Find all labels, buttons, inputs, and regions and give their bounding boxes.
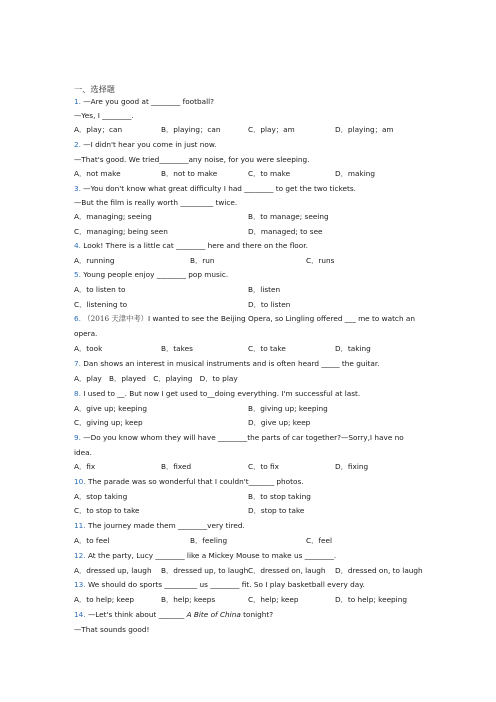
question-9 [74,433,404,443]
question-number: 11. [74,521,86,530]
question-stem: At the party, Lucy ________ like a Mickey Mouse to make us ________. [87,551,337,560]
question-3 [74,184,356,194]
question-stem: Young people enjoy ________ pop music. [83,270,229,279]
question-10 [74,477,304,487]
question-stem: The journey made them ________very tired. [87,521,245,530]
option-a: A．give up; keeping [74,404,147,413]
option-a: A．stop taking [74,492,128,501]
question-1 [74,97,214,107]
option-c: C．feel [306,536,332,545]
option-b: B．not to make [161,169,218,178]
option-c: C．play；am [248,125,295,134]
question-number: 5. [74,270,81,279]
question-number: 13. [74,580,86,589]
option-a: A．took [74,344,103,353]
question-reply: —But the film is really worth _________ twice. [74,198,238,207]
question-stem: Look! There is a little cat ________ here and there on the floor. [83,241,308,250]
option-b: B．help; keeps [161,595,216,604]
option-c: C．help; keep [248,595,299,604]
question-stem: —Let's think about _______ [87,610,187,619]
option-b: B．dressed up, to laugh [161,566,249,575]
option-d: D．to help; keeping [335,595,407,604]
option-b: B．feeling [190,536,228,545]
option-a: A．play；can [74,125,123,134]
question-number: 9. [74,433,81,442]
question-stem: I wanted to see the Beijing Opera, so Lingling offered ___ me to watch an [147,314,415,323]
question-stem: —You don't know what great difficulty I had ________ to get the two tickets. [83,184,356,193]
option-d: D．stop to take [248,506,305,515]
question-12 [74,551,336,561]
option-c: C．to stop to take [74,506,140,515]
option-d: D．taking [335,344,371,353]
option-d: D．give up; keep [248,418,311,427]
option-d: D．making [335,169,376,178]
option-a: A．dressed up, laugh [74,566,152,575]
question-2 [74,140,217,150]
option-d: D．to listen [248,300,291,309]
question-number: 14. [74,610,86,619]
question-stem: I used to __. But now I get used to__doing everything. I'm successful at last. [83,389,361,398]
question-stem-continued: idea. [74,448,92,457]
option-c: C．listening to [74,300,128,309]
option-a: A．fix [74,462,96,471]
question-stem-end: tonight? [240,610,274,619]
option-b: B．takes [161,344,193,353]
question-4 [74,241,308,251]
option-c: C．to make [248,169,291,178]
option-b: B．fixed [161,462,192,471]
option-a: A．to help; keep [74,595,135,604]
question-6 [74,314,415,324]
question-stem: The parade was so wonderful that I couldn't_______ photos. [87,477,304,486]
option-d: D．dressed on, to laugh [335,566,423,575]
question-7 [74,359,379,369]
option-b: B．run [190,256,215,265]
option-b: B．to manage; seeing [248,212,329,221]
option-d: D．fixing [335,462,369,471]
question-number: 1. [74,97,81,106]
option-b: B．listen [248,285,281,294]
question-number: 12. [74,551,86,560]
question-5 [74,270,228,280]
question-source: （2016 天津中考） [83,314,148,323]
section-heading: 一、选择题 [74,84,115,94]
option-d: D．playing；am [335,125,394,134]
question-reply: —Yes, I ________. [74,111,134,120]
option-c: C．giving up; keep [74,418,143,427]
question-number: 3. [74,184,81,193]
question-14 [74,610,273,620]
option-b: B．playing；can [161,125,221,134]
question-reply: —That's good. We tried________any noise, for you were sleeping. [74,155,310,164]
question-11 [74,521,245,531]
option-c: C．managing; being seen [74,227,168,236]
question-stem: We should do sports _________ us ________ fit. So I play basketball every day. [87,580,365,589]
options-inline: A．play B．played C．playing D．to play [74,374,238,383]
question-13 [74,580,365,590]
question-number: 6. [74,314,81,323]
question-title: A Bite of China [186,610,241,619]
option-d: D．managed; to see [248,227,323,236]
option-a: A．to listen to [74,285,126,294]
option-c: C．to take [248,344,286,353]
option-b: B．giving up; keeping [248,404,328,413]
question-8 [74,389,360,399]
option-c: C．runs [306,256,335,265]
question-stem: Dan shows an interest in musical instruments and is often heard _____ the guitar. [83,359,380,368]
question-number: 10. [74,477,86,486]
question-number: 8. [74,389,81,398]
option-a: A．not make [74,169,121,178]
question-reply: —That sounds good! [74,625,150,634]
option-c: C．to fix [248,462,279,471]
option-a: A．to feel [74,536,110,545]
option-c: C．dressed on, laugh [248,566,326,575]
question-stem: —Do you know whom they will have ________the parts of car together?—Sorry,I have no [83,433,404,442]
option-a: A．managing; seeing [74,212,152,221]
option-b: B．to stop taking [248,492,311,501]
question-stem-continued: opera. [74,329,98,338]
question-stem: —Are you good at ________ football? [83,97,215,106]
question-number: 4. [74,241,81,250]
option-a: A．running [74,256,115,265]
question-stem: —I didn't hear you come in just now. [83,140,217,149]
question-number: 7. [74,359,81,368]
question-number: 2. [74,140,81,149]
